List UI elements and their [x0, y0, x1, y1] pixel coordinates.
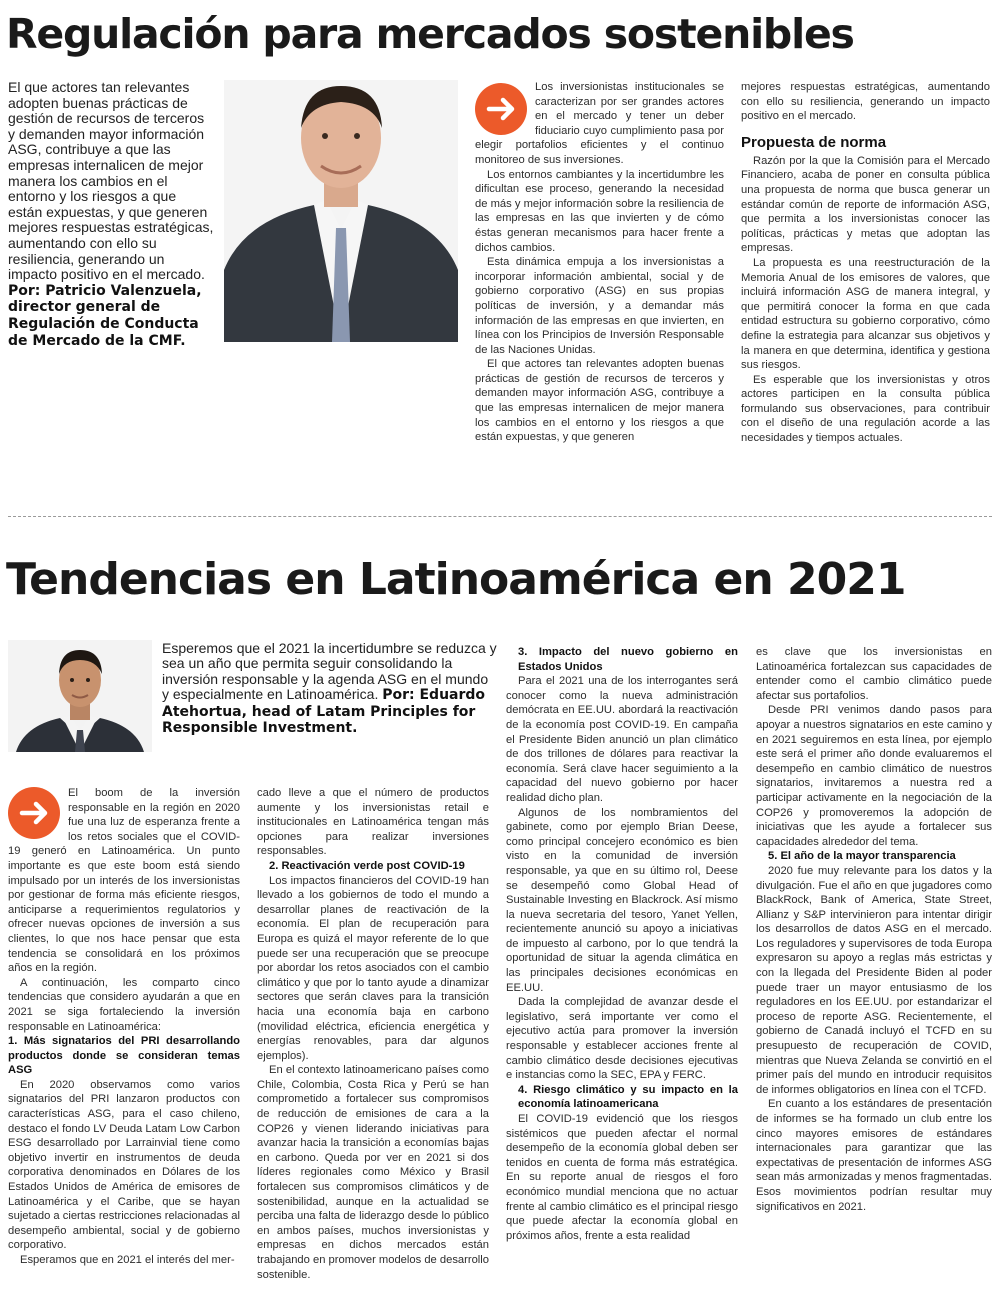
paragraph: Es esperable que los inversionistas y otros actores participen en la consulta pública formulando sus observaciones, para contribuir con el diseño de una regulación acorde a las necesidades y tiempos actuales.	[741, 373, 990, 445]
subheading-propuesta: Propuesta de norma	[741, 133, 887, 151]
article2-author-photo	[8, 640, 152, 752]
paragraph: cado lleve a que el número de productos aumente y los inversionistas retail e institucionales en Latinoamérica tengan más opciones para realizar inversiones responsables.	[257, 787, 489, 858]
section-heading-2: 2. Reactivación verde post COVID-19	[269, 859, 465, 872]
paragraph: 2020 fue muy relevante para los datos y la divulgación. Fue el año en que jugadores como BlackRock, Bank of America, State Street, Allianz y S&P intervinieron para intentar dirigir los desarrollos de datos ASG en el mercado. Los reguladores y supervisores de toda Europa expresaron su apoyo a reglas más estrictas y con la llegada del Presidente Biden al poder puede traer un mayor entusiasmo de los reguladores en los EE.UU. por estandarizar el proceso de reporte ASG. Recientemente, el gobierno de Canadá incluyó el TCFD en su presupuesto de recuperación de COVID, mientras que Nueva Zelanda se convirtió en el primer país del mundo en introducir requisitos de informes obligatorios en línea con el TCFD.	[756, 864, 992, 1096]
section-heading-3: 3. Impacto del nuevo gobierno en Estados Unidos	[518, 646, 738, 673]
article1-author-photo	[224, 80, 458, 342]
paragraph: El COVID-19 evidenció que los riesgos sistémicos que pueden afectar el normal desempeño de la economía global deben ser tenidos en cuenta de forma más estratégica. En su reporte anual de riesgos el foro económico mundial menciona que no actuar frente al cambio climático es el principal riesgo que puede afectar la economía global en próximos años, frente a esta realidad	[506, 1113, 738, 1242]
article2-column-1	[8, 786, 240, 1268]
article1-lead	[8, 80, 214, 349]
article2-column-3	[506, 645, 738, 1243]
section-heading-4: 4. Riesgo climático y su impacto en la economía latinoamericana	[518, 1083, 738, 1111]
article2-lead	[162, 641, 497, 736]
section-divider	[8, 516, 992, 517]
man-portrait-icon	[224, 80, 458, 342]
paragraph: El boom de la inversión responsable en la región en 2020 fue una luz de esperanza frente a los retos sociales que el COVID-19 generó en Latinoamérica. Un punto importante es que este boom está siendo impulsado por un interés de los inversionistas por gestionar de forma más eficiente riesgos, anticiparse a requerimientos regulatorios y ofrecer nuevas opciones de inversión a sus clientes, lo que nos hace pensar que esta tendencia se consolidará en los próximos años en la región.	[8, 787, 240, 975]
paragraph: El que actores tan relevantes adopten buenas prácticas de gestión de recursos de terceros y demanden mayor información ASG, contribuye a que las empresas internalicen de mejor manera los cambios en el entorno y los riesgos a que están expuestas, y que generen	[475, 358, 724, 444]
article1-byline: Por: Patricio Valenzuela, director general de Regulación de Conducta de Mercado de la CMF.	[8, 282, 202, 349]
paragraph: Esta dinámica empuja a los inversionistas a incorporar información ambiental, social y de gobierno corporativo (ASG) en sus propias políticas de inversión, y a demandar más información de las empresas en que invierten, en línea con los Principios de Inversión Responsable de las Naciones Unidas.	[475, 256, 724, 356]
paragraph: Los impactos financieros del COVID-19 han llevado a los gobiernos de todo el mundo a desarrollar planes de reactivación de la economía. El plan de recuperación para Europa es quizá el mayor referente de lo que puede ser una recuperación que se preocupe por abordar los retos asociados con el cambio climático y que por lo tanto ayude a dinamizar sectores que serán claves para la transición hacia una economía baja en carbono (movilidad eléctrica, eficiencia energética y energías renovables, para dar algunos ejemplos).	[257, 874, 489, 1062]
article2-title: Tendencias en Latinoamérica en 2021	[6, 554, 906, 605]
section-heading-1: 1. Más signatarios del PRI desarrollando productos donde se consideran temas ASG	[8, 1035, 240, 1077]
paragraph: Desde PRI venimos dando pasos para apoyar a nuestros signatarios en este camino y en 2021 seguiremos en esta línea, por ejemplo este será el primer año donde evaluaremos el desempeño en cambio climático de nuestros signatarios, invitaremos a nuestra red a participar activamente en la negociación de la COP26 y promoveremos la adopción de iniciativas que les ayude a fortalecer sus capacidades alrededor del tema.	[756, 704, 992, 848]
paragraph: Razón por la que la Comisión para el Mercado Financiero, acaba de poner en consulta pública una propuesta de norma que busca generar un estándar común de reporte de información ASG, que permita a los inversionistas conocer las políticas, prácticas y metas que adoptan las empresas.	[741, 154, 990, 255]
article2-byline: Por: Eduardo Atehortua, head of Latam Principles for Responsible Investment.	[162, 687, 486, 737]
paragraph: La propuesta es una reestructuración de la Memoria Anual de los emisores de valores, que incluirá información ASG de manera integral, y que permitirá conocer la forma en que cada entidad estructura su gobierno corporativo, cómo define la estrategia para alcanzar sus objetivos y la manera en que determina, identifica y gestiona sus riesgos.	[741, 256, 990, 372]
section-heading-5: 5. El año de la mayor transparencia	[768, 850, 956, 863]
article1-title: Regulación para mercados sostenibles	[6, 10, 854, 58]
paragraph: Esperamos que en 2021 el interés del mer-	[20, 1254, 235, 1266]
paragraph: A continuación, les comparto cinco tendencias que considero ayudarán a que en 2021 se siga fortaleciendo la inversión responsable en Latinoamérica:	[8, 976, 240, 1033]
paragraph: Algunos de los nombramientos del gabinete, como por ejemplo Brian Deese, como principal concejero económico es bien visto en la comunidad de inversión responsable, ya que en su último rol, Deese se desempeñó como Global Head of Sustainable Investing en Blackrock. Así mismo la nueva secretaria del tesoro, Yanet Yellen, recientemente anunció su apoyo a iniciativas de impuesto al carbono, por lo que tendrá la oportunidad de situar la agenda climática en las principales decisiones económicas en EE.UU.	[506, 806, 738, 994]
article2-column-4	[756, 645, 992, 1214]
paragraph: es clave que los inversionistas en Latinoamérica fortalezcan sus capacidades de entender como el cambio climático puede afectar sus portafolios.	[756, 646, 992, 702]
paragraph: Dada la complejidad de avanzar desde el legislativo, será importante ver como el ejecutivo actúa para promover la inversión responsable y establecer acciones frente al cambio climático desde decisiones ejecutivas e instancias como la SEC, EPA y FERC.	[506, 996, 738, 1082]
paragraph: En cuanto a los estándares de presentación de informes se ha formado un club entre los cinco mayores emisores de estándares internacionales para garantizar que las expectativas de presentación de informes ASG sean más armonizadas y menos fragmentadas. Esos movimientos podrían resultar muy significativos en 2021.	[756, 1098, 992, 1213]
article2-lead-text: Esperemos que el 2021 la incertidumbre se reduzca y sea un año que permita seguir consolidando la inversión responsable y la agenda ASG en el mundo y especialmente en Latinoamérica.	[162, 640, 497, 703]
article2-column-2	[257, 786, 489, 1282]
paragraph: Para el 2021 una de los interrogantes será conocer como la nueva administración demócrata en EE.UU. abordará la reactivación de la economía post COVID-19. En campaña el Presidente Biden anunció un plan climático de dos trillones de dólares para reactivar la economía. Será clave hacer seguimiento a la capacidad del nuevo gobierno por hacer realidad dicho plan.	[506, 675, 738, 804]
paragraph: Los entornos cambiantes y la incertidumbre les dificultan ese proceso, generando la necesidad de más y mejor información sobre la resiliencia de las empresas en las que invierten y de cómo éstas generan mecanismos para hacer frente a dichos cambios.	[475, 168, 724, 254]
paragraph: mejores respuestas estratégicas, aumentando con ello su resiliencia, generando un impacto positivo en el mercado.	[741, 81, 990, 123]
article1-lead-text: El que actores tan relevantes adopten buenas prácticas de gestión de recursos de terceros y demanden mayor información ASG, contribuye a que las empresas internalicen de mejor manera los cambios en el entorno y los riesgos a que están expuestas, y que generen mejores respuestas estratégicas, aumentando con ello su resiliencia, generando un impacto positivo en el mercado.	[8, 79, 214, 283]
article1-column-2	[741, 80, 990, 446]
man-portrait-icon	[8, 640, 152, 752]
paragraph: En 2020 observamos como varios signatarios del PRI lanzaron productos con características ASG, para el caso chileno, destaco el fondo LV Deuda Latam Low Carbon ESG desarrollado por Larrainvial tiene como objetivo invertir en instrumentos de deuda corporativa denominados en Dólares de los Estados Unidos de América de emisores de Latinoamérica y el Caribe, que se hayan sujetado a ciertas restricciones relacionadas al desempeño ambiental, social y de gobierno corporativo.	[8, 1078, 240, 1252]
article1-column-1	[475, 80, 724, 445]
paragraph: Los inversionistas institucionales se caracterizan por ser grandes actores en el mercado y tener un deber fiduciario cuyo cumplimiento pasa por elegir portafolios eficientes y el continuo monitoreo de sus inversiones.	[475, 81, 724, 166]
paragraph: En el contexto latinoamericano países como Chile, Colombia, Costa Rica y Perú se han comprometido a fortalecer sus compromisos de reducción de emisiones de cara a la COP26 y vienen liderando iniciativas para avanzar hacia la transición a economías bajas en carbono. Queda por ver en 2021 si dos líderes regionales como México y Brasil fortalecen sus compromisos climáticos y de sostenibilidad, aunque en la actualidad se perciba una falta de liderazgo desde lo público en ambos países, muchos inversionistas y empresas en dichos mercados están trabajando en promover modelos de desarrollo sostenible.	[257, 1064, 489, 1281]
